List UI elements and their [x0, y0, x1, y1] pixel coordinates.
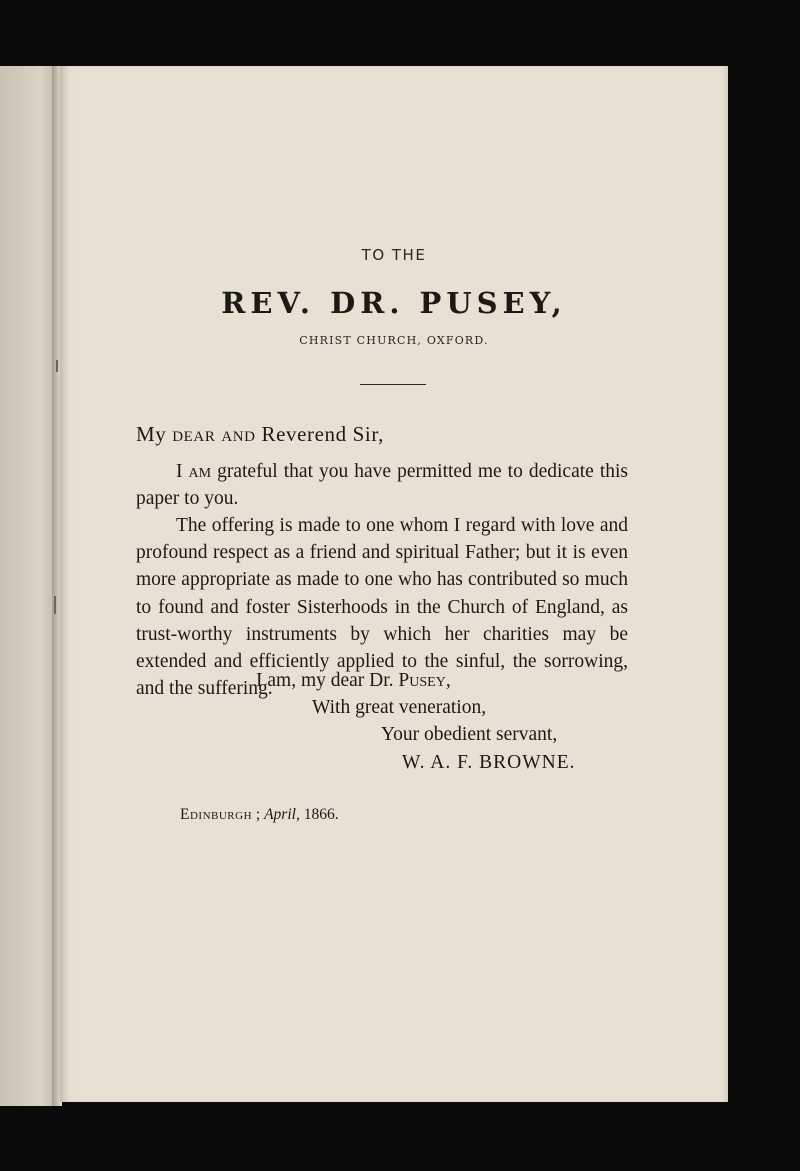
dedicatee-affiliation: CHRIST CHURCH, OXFORD. [299, 334, 489, 347]
page-edge-shade [722, 66, 728, 1102]
margin-mark [56, 360, 58, 372]
closing-line-3: Your obedient servant, [381, 724, 558, 745]
place-date-separator: ; [252, 806, 265, 823]
previous-page-edge [0, 66, 58, 1106]
closing-line-2: With great veneration, [312, 697, 487, 718]
place-edinburgh: Edinburgh [180, 806, 253, 823]
paragraph-gratitude-text: grateful that you have permitted me to dedicate this paper to you. [136, 461, 628, 510]
divider-rule [360, 384, 426, 385]
closing-line-1 [256, 670, 451, 692]
paragraph-offering: The offering is made to one whom I regard with love and profound respect as a friend and spiritual Father; but it is even more appropriate as made to one who has contributed so much to found and foster Sisterhoods in the Church of England, as trust-worthy instruments by which her charities may be extended and efficiently applied to the sinful, the sorrowing, and the suffering. [136, 515, 628, 700]
closing-name-pusey: Pusey, [398, 670, 451, 691]
paragraph-lead-word: I [176, 461, 183, 482]
salutation [136, 422, 384, 447]
dedication-to-the: TO THE [361, 246, 427, 264]
paragraph-lead-smallcaps: am [188, 461, 212, 482]
date-year: 1866. [299, 806, 339, 823]
dedication-page [60, 66, 728, 1102]
closing-line-1-text: I am, my dear Dr. [256, 670, 394, 691]
salutation-my: My [136, 422, 167, 446]
salutation-dear-and: dear and [172, 422, 256, 446]
author-signature: W. A. F. BROWNE. [402, 752, 576, 773]
date-month: April, [264, 806, 300, 823]
dedicatee-name: REV. DR. PUSEY, [221, 286, 567, 320]
salutation-reverend: Reverend [261, 422, 347, 446]
paragraph-gratitude [136, 458, 628, 512]
margin-mark [54, 596, 56, 614]
place-and-date [180, 806, 339, 824]
salutation-sir: Sir, [352, 422, 384, 446]
